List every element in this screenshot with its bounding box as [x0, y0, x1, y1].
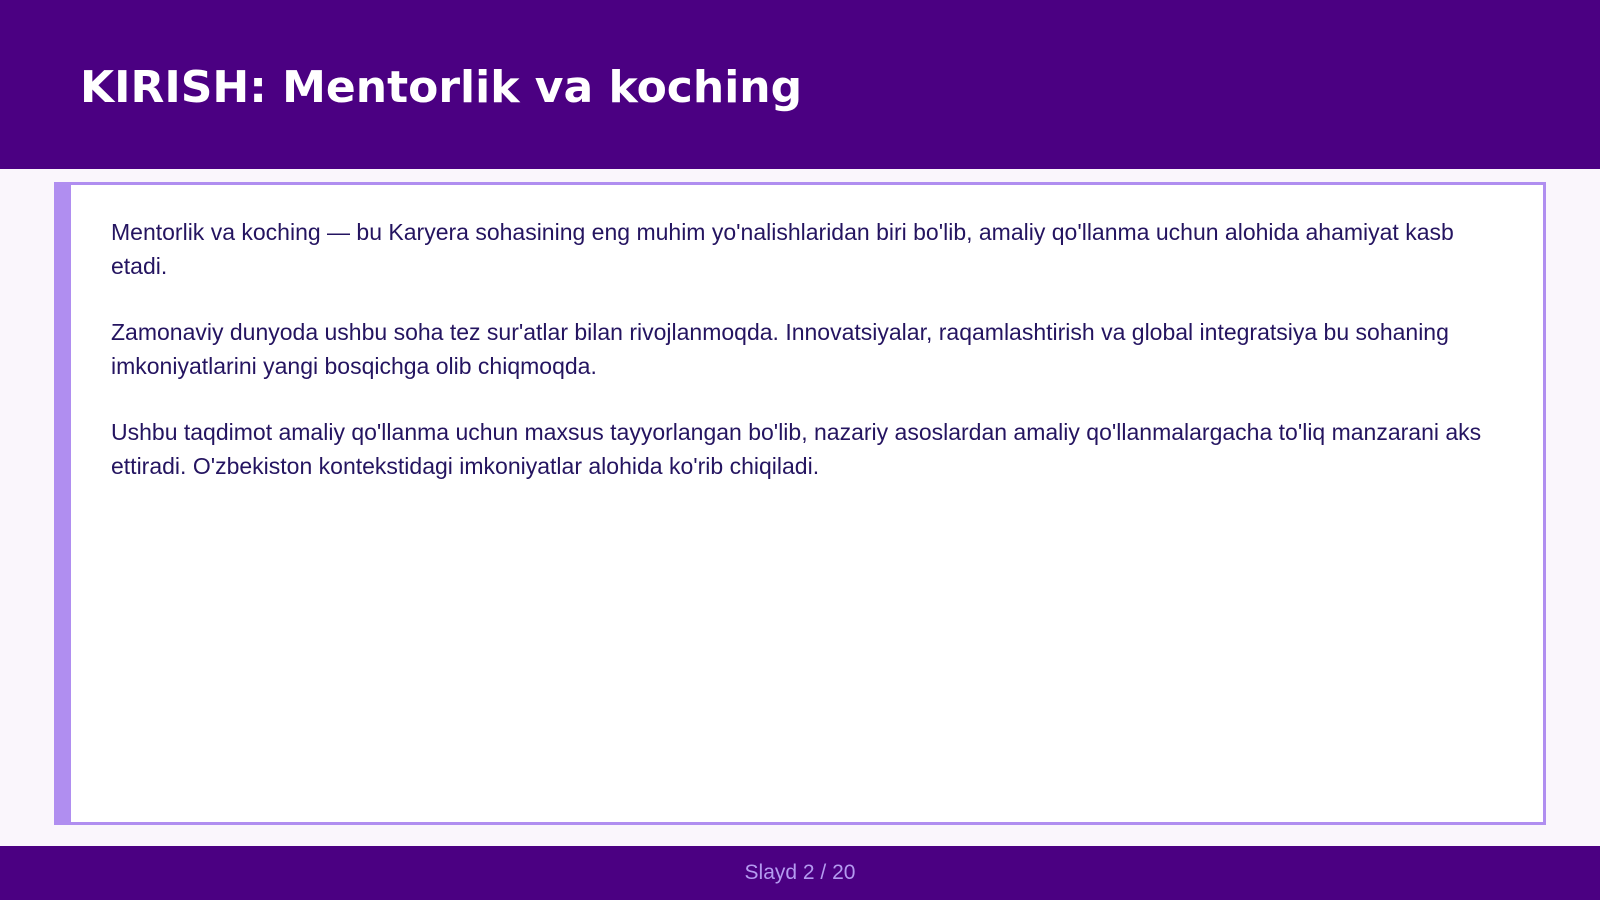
content-panel — [54, 182, 1546, 825]
slide-footer — [0, 846, 1600, 900]
slide-number: Slayd 2 / 20 — [744, 861, 856, 884]
slide-title: KIRISH: Mentorlik va koching — [80, 62, 803, 113]
paragraph-modern-world: Zamonaviy dunyoda ushbu soha tez sur'atlar bilan rivojlanmoqda. Innovatsiyalar, raqamlashtirish va global integratsiya bu sohaning imkoniyatlarini yangi bosqichga olib chiqmoqda. — [111, 319, 1449, 379]
paragraph-presentation-purpose: Ushbu taqdimot amaliy qo'llanma uchun maxsus tayyorlangan bo'lib, nazariy asoslardan amaliy qo'llanmalargacha to'liq manzarani aks ettiradi. O'zbekiston kontekstidagi imkoniyatlar alohida ko'rib chiqiladi. — [111, 419, 1482, 479]
slide-header — [0, 0, 1600, 169]
paragraph-intro: Mentorlik va koching — bu Karyera sohasining eng muhim yo'nalishlaridan biri bo'lib, amaliy qo'llanma uchun alohida ahamiyat kasb etadi. — [111, 219, 1454, 279]
